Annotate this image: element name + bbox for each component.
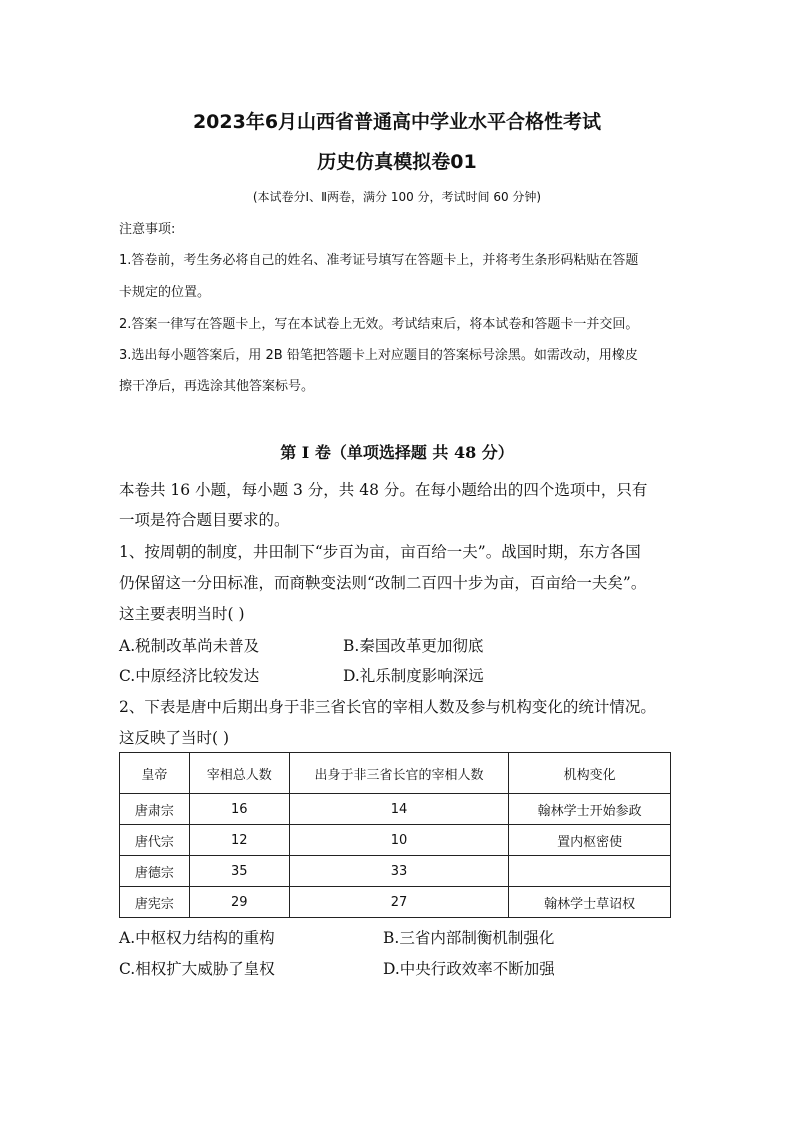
question-2-option-a: A.中枢权力结构的重构 xyxy=(119,929,275,947)
section-intro: 一项是符合题目要求的。 xyxy=(119,511,290,529)
table-cell xyxy=(509,856,671,887)
table-cell: 唐肃宗 xyxy=(120,794,190,825)
table-cell: 翰林学士开始参政 xyxy=(509,794,671,825)
question-2-option-b: B.三省内部制衡机制强化 xyxy=(383,929,555,947)
question-1-option-b: B.秦国改革更加彻底 xyxy=(343,637,484,655)
table-cell: 35 xyxy=(189,856,289,887)
question-1-option-c: C.中原经济比较发达 xyxy=(119,667,260,685)
table-cell: 29 xyxy=(189,887,289,918)
notes-heading: 注意事项: xyxy=(119,222,176,237)
question-1-option-a: A.税制改革尚未普及 xyxy=(119,637,260,655)
table-cell: 唐宪宗 xyxy=(120,887,190,918)
table-cell: 12 xyxy=(189,825,289,856)
table-cell: 翰林学士草诏权 xyxy=(509,887,671,918)
table-header-cell: 宰相总人数 xyxy=(189,753,289,794)
section-intro: 本卷共 16 小题，每小题 3 分，共 48 分。在每小题给出的四个选项中，只有 xyxy=(119,481,648,499)
section-title: 第 I 卷（单项选择题 共 48 分） xyxy=(280,443,514,462)
prime-minister-table xyxy=(119,752,671,918)
exam-title: 2023年6月山西省普通高中学业水平合格性考试 xyxy=(192,111,602,133)
note-line: 1.答卷前，考生务必将自己的姓名、准考证号填写在答题卡上，并将考生条形码粘贴在答题 xyxy=(119,253,639,268)
table-cell: 14 xyxy=(289,794,509,825)
note-line: 2.答案一律写在答题卡上，写在本试卷上无效。考试结束后，将本试卷和答题卡一并交回。 xyxy=(119,317,639,332)
table-cell: 置内枢密使 xyxy=(509,825,671,856)
question-2-option-c: C.相权扩大威胁了皇权 xyxy=(119,960,275,978)
table-header-row xyxy=(120,753,671,794)
question-1-stem: 1、按周朝的制度，井田制下“步百为亩，亩百给一夫”。战国时期，东方各国 xyxy=(119,543,641,561)
note-line: 3.选出每小题答案后，用 2B 铅笔把答题卡上对应题目的答案标号涂黑。如需改动，用橡皮 xyxy=(119,348,638,363)
table-cell: 27 xyxy=(289,887,509,918)
table-row xyxy=(120,794,671,825)
table-row xyxy=(120,887,671,918)
question-2-stem: 2、下表是唐中后期出身于非三省长官的宰相人数及参与机构变化的统计情况。 xyxy=(119,698,656,716)
table-header-cell: 皇帝 xyxy=(120,753,190,794)
table-header-cell: 出身于非三省长官的宰相人数 xyxy=(289,753,509,794)
exam-subtitle: 历史仿真模拟卷01 xyxy=(317,151,477,173)
table-cell: 33 xyxy=(289,856,509,887)
note-line: 卡规定的位置。 xyxy=(119,285,211,300)
question-1-stem: 这主要表明当时( ) xyxy=(119,605,245,623)
table-row xyxy=(120,825,671,856)
table-row xyxy=(120,856,671,887)
question-2-option-d: D.中央行政效率不断加强 xyxy=(383,960,555,978)
question-2-stem: 这反映了当时( ) xyxy=(119,729,230,747)
table-header-cell: 机构变化 xyxy=(509,753,671,794)
table-cell: 10 xyxy=(289,825,509,856)
exam-info: (本试卷分Ⅰ、Ⅱ两卷，满分 100 分，考试时间 60 分钟) xyxy=(252,190,542,204)
question-1-stem: 仍保留这一分田标准，而商鞅变法则“改制二百四十步为亩，百亩给一夫矣”。 xyxy=(119,574,647,592)
question-1-option-d: D.礼乐制度影响深远 xyxy=(343,667,484,685)
table-cell: 唐德宗 xyxy=(120,856,190,887)
table-cell: 16 xyxy=(189,794,289,825)
note-line: 擦干净后，再选涂其他答案标号。 xyxy=(119,379,315,394)
table-cell: 唐代宗 xyxy=(120,825,190,856)
